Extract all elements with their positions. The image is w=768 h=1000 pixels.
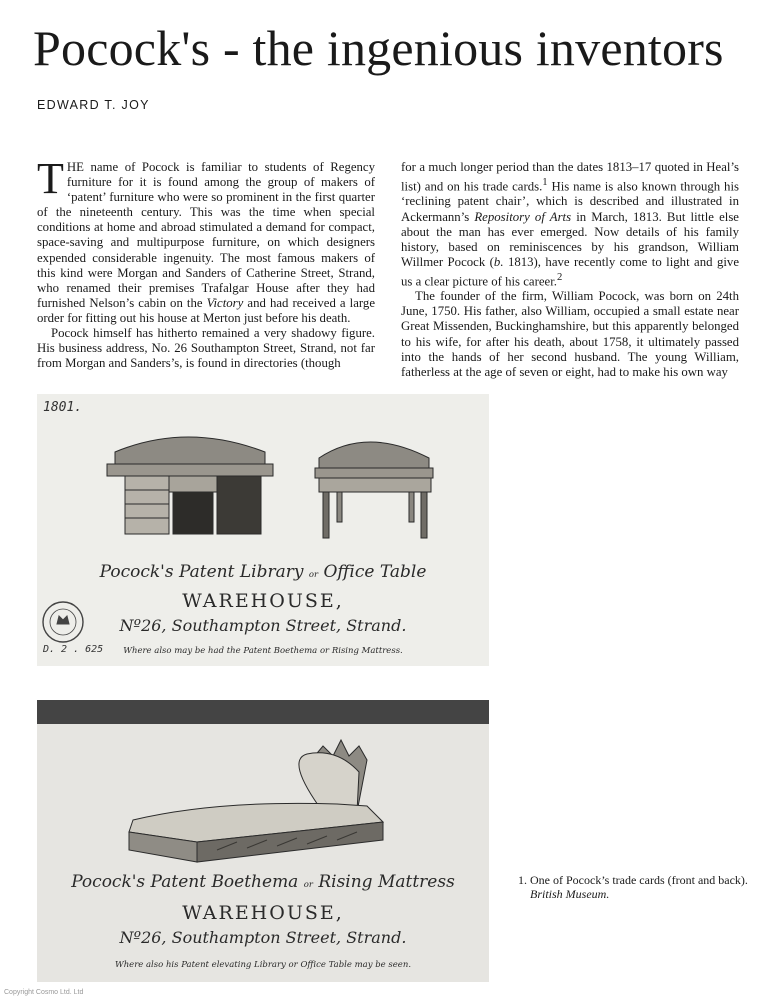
card-heading-item: Office Table xyxy=(323,562,427,582)
paragraph-text: HE name of Pocock is familiar to students of Regency furniture for it is found among the group of makers of ‘patent’ furniture who were so prominent in the first quarter of the nineteenth century. This was the time when special conditions at home and abroad stimulated a demand for compact, space-saving and multipurpose furniture, on which designers expended considerable ingenuity. The most famous makers of this kind were Morgan and Sanders of Catherine Street, Strand, who renamed their premises Trafalgar House after they had furnished Nelson’s cabin on the Victory and had received a large order for fitting out his house at Merton just before his death. xyxy=(37,160,376,325)
figure-caption xyxy=(518,873,758,901)
card-footnote: Where also his Patent elevating Library or Office Table may be seen. xyxy=(114,960,412,970)
pedestal-desk-illustration xyxy=(107,437,273,534)
drop-cap: T xyxy=(37,154,64,203)
body-column-right xyxy=(401,160,739,380)
card-warehouse: WAREHOUSE, xyxy=(182,590,344,612)
card-address: Nº26, Southampton Street, Strand. xyxy=(119,616,407,635)
card-heading-or: or xyxy=(303,880,313,890)
watermark: Copyright Cosmo Ltd. Ltd xyxy=(4,989,84,996)
card-heading-name: Pocock's Patent Boethema xyxy=(71,872,299,892)
card-warehouse: WAREHOUSE, xyxy=(182,902,344,924)
card-heading xyxy=(37,562,489,582)
trade-card-back xyxy=(37,700,489,982)
paragraph: Pocock himself has hitherto remained a very shadowy figure. His business address, No. 26 Southampton Street, Strand, not far from Morgan and Sanders’s, is found in directories (though xyxy=(37,326,375,371)
date-annotation: 1801. xyxy=(43,400,83,415)
trade-card-front xyxy=(37,394,489,666)
reference-annotation: D. 2 . 625 xyxy=(43,644,104,655)
caption-number: 1. xyxy=(518,873,527,887)
rising-mattress-illustration xyxy=(129,740,383,862)
paragraph xyxy=(37,154,376,326)
article-title: Pocock's - the ingenious inventors xyxy=(33,20,724,76)
paragraph: The founder of the firm, William Pocock, was born on 24th June, 1750. His father, also William, occupied a small estate near Great Missenden, Buckinghamshire, but this apparently belonged to his wife, for after his death, about 1758, it ultimately passed into the hands of her second husband. The young William, fatherless at the age of seven or eight, had to make his own way xyxy=(401,289,739,379)
card-footnote: Where also may be had the Patent Boethema or Rising Mattress. xyxy=(123,646,403,656)
card-address: Nº26, Southampton Street, Strand. xyxy=(119,928,407,947)
article-author: EDWARD T. JOY xyxy=(37,98,150,112)
body-column-left xyxy=(37,154,376,371)
card-heading xyxy=(37,872,489,892)
card-heading-or: or xyxy=(308,570,319,580)
caption-text: One of Pocock’s trade cards (front and back). xyxy=(530,873,748,887)
library-table-illustration xyxy=(315,442,433,538)
card-heading-name: Pocock's Patent Library xyxy=(99,562,304,582)
paragraph: for a much longer period than the dates 1813–17 quoted in Heal’s list) and on his trade cards.$^1$ His name is also known through his ‘reclining patent chair’, which is described and illustrated in Ackermann’s Repository of Arts in March, 1813. But little else about the man has ever emerged. Now details of his family history, based on reminiscences by his grandson, William Willmer Pocock (b. 1813), have recently come to light and give us a clear picture of his career.$^2$ xyxy=(401,160,739,289)
caption-credit: British Museum. xyxy=(530,887,610,901)
card-heading-item: Rising Mattress xyxy=(318,872,455,892)
